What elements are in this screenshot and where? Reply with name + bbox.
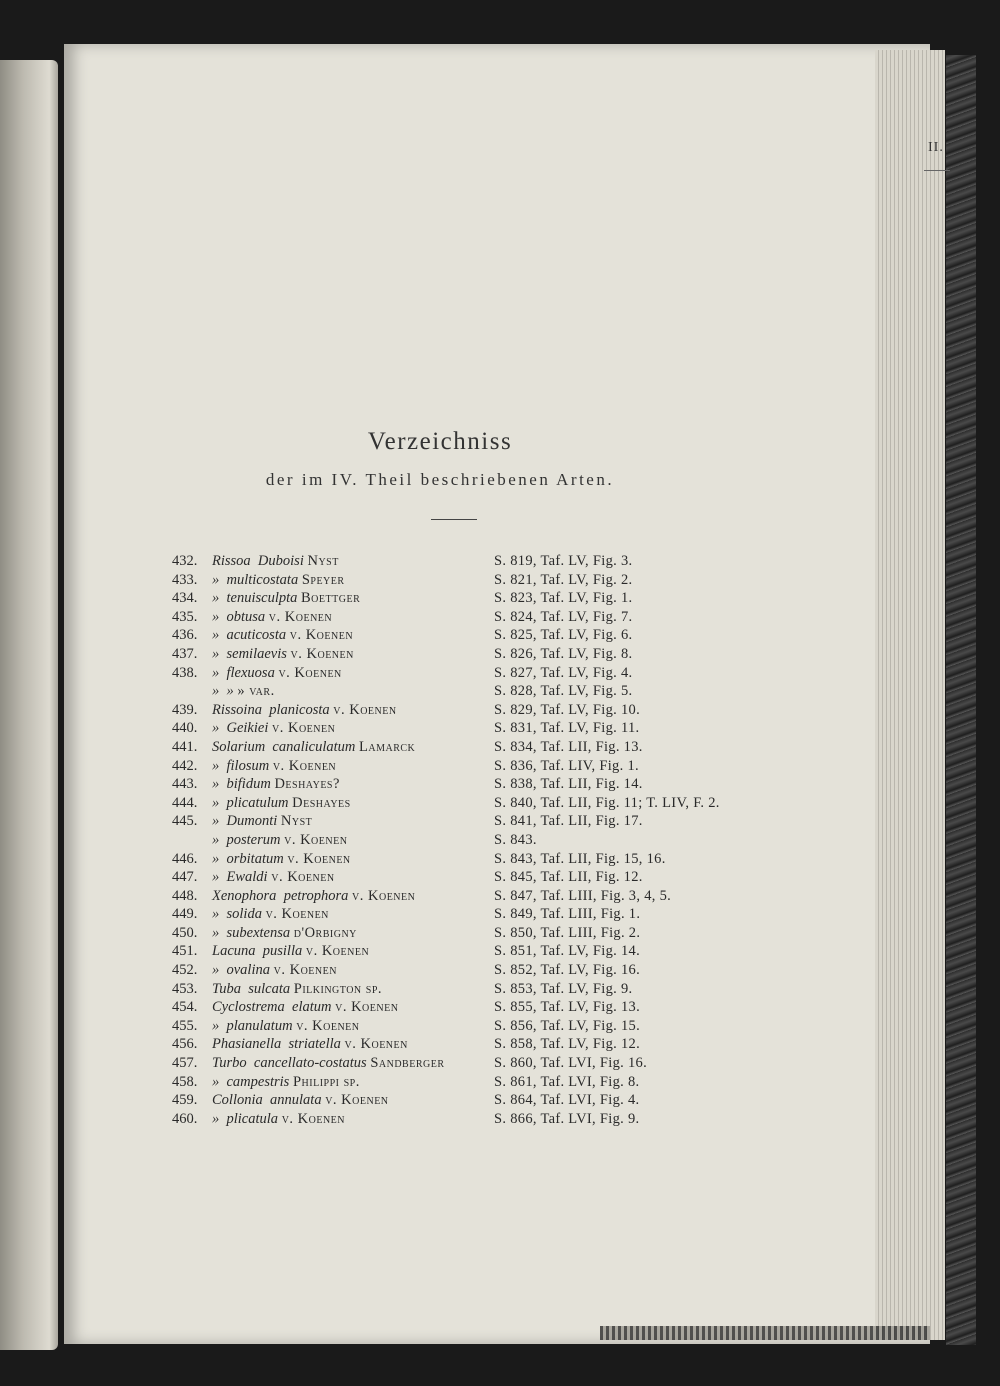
entry-taxon <box>212 906 329 923</box>
title-divider <box>431 519 477 520</box>
entry-genus: » <box>212 794 220 811</box>
entry-author: Lamarck <box>359 738 416 755</box>
entry-reference: S. 860, Taf. LVI, Fig. 16. <box>494 1055 648 1072</box>
index-entry <box>172 702 732 721</box>
entry-genus: » <box>212 683 220 700</box>
entry-number: 442. <box>172 757 198 774</box>
entry-genus: » <box>212 962 220 979</box>
entry-reference: S. 847, Taf. LIII, Fig. 3, 4, 5. <box>494 887 672 904</box>
entry-number: 450. <box>172 924 198 941</box>
entry-author: Pilkington sp. <box>293 980 383 997</box>
entry-reference: S. 829, Taf. LV, Fig. 10. <box>494 701 641 718</box>
entry-species: Duboisi <box>257 553 304 569</box>
entry-taxon <box>212 720 335 737</box>
entry-genus: » <box>212 906 220 923</box>
entry-number: 446. <box>172 850 198 867</box>
index-entry <box>172 720 732 739</box>
entry-genus: Xenophora <box>212 887 277 904</box>
index-entry <box>172 609 732 628</box>
entry-reference: S. 852, Taf. LV, Fig. 16. <box>494 962 641 979</box>
entry-reference: S. 834, Taf. LII, Fig. 13. <box>494 738 643 755</box>
entry-author: v. Koenen <box>344 1036 408 1053</box>
entry-species: multicostata <box>226 571 299 588</box>
index-entry <box>172 795 732 814</box>
entry-species: annulata <box>270 1092 322 1109</box>
entry-genus: » <box>212 645 220 662</box>
entry-genus: » <box>212 571 220 588</box>
entry-species: plicatula <box>226 1110 279 1127</box>
entry-species: canaliculatum <box>272 738 356 755</box>
entry-number: 437. <box>172 645 198 662</box>
entry-reference: S. 836, Taf. LIV, Fig. 1. <box>494 757 639 774</box>
entry-species: planicosta <box>269 701 330 718</box>
entry-taxon <box>212 683 275 700</box>
entry-genus: » <box>212 608 220 625</box>
entry-number: 432. <box>172 553 198 569</box>
entry-genus: » <box>212 757 220 774</box>
entry-author: v. Koenen <box>335 999 399 1016</box>
entry-number: 460. <box>172 1110 198 1127</box>
entry-reference: S. 849, Taf. LIII, Fig. 1. <box>494 906 641 923</box>
entry-genus: » <box>212 850 220 867</box>
page-stack-edges <box>875 50 945 1340</box>
entry-genus: » <box>212 1017 220 1034</box>
index-entry <box>172 1018 732 1037</box>
entry-taxon <box>212 1055 445 1072</box>
entry-number: 448. <box>172 887 198 904</box>
entry-species: orbitatum <box>226 850 284 867</box>
index-entry <box>172 869 732 888</box>
entry-species: planulatum <box>226 1017 293 1034</box>
entry-author: v. Koenen <box>278 664 342 681</box>
entry-species: semilaevis <box>226 645 287 662</box>
index-entry <box>172 665 732 684</box>
index-entry <box>172 646 732 665</box>
index-entry <box>172 981 732 1000</box>
entry-number: 454. <box>172 999 198 1016</box>
entry-author: v. Koenen <box>305 943 370 960</box>
entry-taxon <box>212 851 351 868</box>
entry-reference: S. 853, Taf. LV, Fig. 9. <box>494 980 633 997</box>
entry-taxon <box>212 925 357 942</box>
entry-number: 439. <box>172 701 198 718</box>
index-entry <box>172 1055 732 1074</box>
entry-genus: » <box>212 869 220 886</box>
entry-taxon <box>212 776 340 793</box>
index-entry <box>172 999 732 1018</box>
entry-genus: » <box>212 1073 220 1090</box>
entry-genus: Lacuna <box>212 943 256 960</box>
index-entry <box>172 906 732 925</box>
entry-number: 453. <box>172 980 198 997</box>
entry-author: v. Koenen <box>289 627 354 644</box>
index-entry <box>172 1036 732 1055</box>
entry-taxon <box>212 795 351 812</box>
entry-species: » <box>226 683 234 700</box>
entry-reference: S. 831, Taf. LV, Fig. 11. <box>494 720 640 737</box>
entry-taxon <box>212 962 337 979</box>
entry-taxon <box>212 999 398 1016</box>
entry-author: Nyst <box>307 553 339 569</box>
entry-species: cancellato-costatus <box>253 1055 367 1072</box>
entry-reference: S. 861, Taf. LVI, Fig. 8. <box>494 1073 640 1090</box>
entry-species: plicatulum <box>226 794 289 811</box>
entry-genus: Turbo <box>212 1055 247 1072</box>
entry-taxon <box>212 1018 360 1035</box>
entry-author: v. Koenen <box>333 701 397 718</box>
entry-author: v. Koenen <box>296 1017 360 1034</box>
entry-species: Dumonti <box>226 813 278 830</box>
index-entry <box>172 962 732 981</box>
entry-number: 443. <box>172 776 198 793</box>
entry-taxon <box>212 572 345 589</box>
entry-author: v. Koenen <box>265 906 329 923</box>
entry-reference: S. 828, Taf. LV, Fig. 5. <box>494 683 633 700</box>
index-entry <box>172 1111 732 1130</box>
entry-reference: S. 856, Taf. LV, Fig. 15. <box>494 1017 641 1034</box>
entry-author: Deshayes <box>292 794 351 811</box>
entry-species: pusilla <box>262 943 303 960</box>
entry-author: Boettger <box>301 590 361 607</box>
entry-reference: S. 826, Taf. LV, Fig. 8. <box>494 645 633 662</box>
entry-taxon <box>212 832 347 849</box>
entry-reference: S. 841, Taf. LII, Fig. 17. <box>494 813 643 830</box>
entry-species: sulcata <box>248 980 291 997</box>
index-entry <box>172 888 732 907</box>
entry-genus: » <box>212 1110 220 1127</box>
entry-taxon <box>212 1092 389 1109</box>
entry-reference: S. 825, Taf. LV, Fig. 6. <box>494 627 633 644</box>
index-entry <box>172 851 732 870</box>
entry-number: 433. <box>172 571 198 588</box>
index-entry <box>172 590 732 609</box>
index-entry <box>172 683 732 702</box>
entry-reference: S. 843, Taf. LII, Fig. 15, 16. <box>494 850 666 867</box>
entry-genus: » <box>212 720 220 737</box>
entry-species: solida <box>226 906 262 923</box>
entry-author: v. Koenen <box>352 887 416 904</box>
entry-number: 449. <box>172 906 198 923</box>
edge-tab-rule <box>924 170 950 171</box>
entry-species: elatum <box>292 999 332 1016</box>
index-entry <box>172 1074 732 1093</box>
entry-author: Nyst <box>280 813 313 830</box>
entry-author: Philippi sp. <box>292 1073 360 1090</box>
entry-genus: Collonia <box>212 1092 263 1109</box>
entry-species: Geikiei <box>226 720 269 737</box>
entry-number: 455. <box>172 1017 198 1034</box>
entry-number: 441. <box>172 738 198 755</box>
entry-author: d'Orbigny <box>293 924 357 941</box>
entry-taxon <box>212 627 353 644</box>
entry-species: obtusa <box>226 608 266 625</box>
entry-taxon <box>212 1074 360 1091</box>
entry-genus: » <box>212 590 220 607</box>
entry-number: 458. <box>172 1073 198 1090</box>
entry-number: 452. <box>172 962 198 979</box>
entry-reference: S. 821, Taf. LV, Fig. 2. <box>494 571 633 588</box>
page-subtitle: der im IV. Theil beschriebenen Arten. <box>265 470 615 489</box>
entry-genus: » <box>212 924 220 941</box>
entry-genus: » <box>212 776 220 793</box>
index-entry <box>172 813 732 832</box>
bottom-binding-stripe <box>600 1326 930 1340</box>
entry-number: 440. <box>172 720 198 737</box>
entry-author: v. Koenen <box>287 850 351 867</box>
left-page-edge <box>0 60 58 1350</box>
entry-species: subextensa <box>226 924 291 941</box>
entry-number: 451. <box>172 943 198 960</box>
index-entry <box>172 943 732 962</box>
entry-author: v. Koenen <box>325 1092 389 1109</box>
entry-genus: Phasianella <box>212 1036 282 1053</box>
entry-number: 438. <box>172 664 198 681</box>
entry-reference: S. 864, Taf. LVI, Fig. 4. <box>494 1092 640 1109</box>
entry-reference: S. 850, Taf. LIII, Fig. 2. <box>494 924 641 941</box>
entry-taxon <box>212 702 397 719</box>
entry-taxon <box>212 646 354 663</box>
entry-reference: S. 823, Taf. LV, Fig. 1. <box>494 590 633 607</box>
entry-taxon <box>212 609 332 626</box>
entry-taxon <box>212 758 336 775</box>
entry-author: v. Koenen <box>272 720 336 737</box>
entry-genus: » <box>212 813 220 830</box>
index-entry <box>172 925 732 944</box>
entry-genus: » <box>212 664 220 681</box>
entry-number: 447. <box>172 869 198 886</box>
entry-species: filosum <box>226 757 270 774</box>
entry-genus: Cyclostrema <box>212 999 285 1016</box>
marbled-cover <box>946 55 976 1345</box>
index-entry <box>172 776 732 795</box>
entry-author: v. Koenen <box>273 962 337 979</box>
entry-author: v. Koenen <box>272 757 337 774</box>
index-entry <box>172 553 732 572</box>
entry-reference: S. 824, Taf. LV, Fig. 7. <box>494 608 633 625</box>
entry-species: striatella <box>288 1036 341 1053</box>
entry-taxon <box>212 943 369 960</box>
entry-species: bifidum <box>226 776 271 793</box>
entry-author: v. Koenen <box>268 608 333 625</box>
entry-reference: S. 838, Taf. LII, Fig. 14. <box>494 776 643 793</box>
index-entry <box>172 758 732 777</box>
entry-number: 445. <box>172 813 198 830</box>
entry-author: Sandberger <box>370 1055 445 1072</box>
entry-reference: S. 858, Taf. LV, Fig. 12. <box>494 1036 641 1053</box>
entry-author: v. Koenen <box>281 1110 346 1127</box>
entry-genus: Rissoina <box>212 701 262 718</box>
entry-author: Speyer <box>301 571 345 588</box>
entry-author: v. Koenen <box>284 831 348 848</box>
entry-author: » var. <box>237 683 275 700</box>
entry-taxon <box>212 869 335 886</box>
entry-number: 444. <box>172 794 198 811</box>
entry-taxon <box>212 1111 345 1128</box>
entry-genus: Solarium <box>212 738 266 755</box>
entry-species: petrophora <box>283 887 349 904</box>
species-index-list <box>172 553 732 1129</box>
index-entry <box>172 572 732 591</box>
index-entry <box>172 1092 732 1111</box>
entry-reference: S. 840, Taf. LII, Fig. 11; T. LIV, F. 2. <box>494 794 720 811</box>
entry-species: ovalina <box>226 962 270 979</box>
entry-number: 459. <box>172 1092 198 1109</box>
entry-number: 457. <box>172 1055 198 1072</box>
entry-genus: » <box>212 831 220 848</box>
entry-number: 456. <box>172 1036 198 1053</box>
entry-genus: » <box>212 627 220 644</box>
entry-species: posterum <box>226 831 281 848</box>
entry-number: 435. <box>172 608 198 625</box>
entry-taxon <box>212 739 415 756</box>
edge-tab-label: II. <box>928 140 944 155</box>
index-entry <box>172 739 732 758</box>
entry-species: tenuisculpta <box>226 590 298 607</box>
entry-reference: S. 855, Taf. LV, Fig. 13. <box>494 999 641 1016</box>
entry-taxon <box>212 1036 408 1053</box>
entry-author: v. Koenen <box>271 869 335 886</box>
index-entry <box>172 832 732 851</box>
entry-species: flexuosa <box>226 664 275 681</box>
entry-species: campestris <box>226 1073 290 1090</box>
entry-species: acuticosta <box>226 627 287 644</box>
entry-author: v. Koenen <box>290 645 354 662</box>
index-entry <box>172 627 732 646</box>
entry-reference: S. 827, Taf. LV, Fig. 4. <box>494 664 633 681</box>
entry-author: Deshayes? <box>274 776 340 793</box>
entry-reference: S. 819, Taf. LV, Fig. 3. <box>494 553 633 569</box>
entry-taxon <box>212 888 415 905</box>
entry-species: Ewaldi <box>226 869 268 886</box>
entry-genus: Rissoa <box>212 553 251 569</box>
page-title: Verzeichniss <box>367 428 513 455</box>
entry-reference: S. 843. <box>494 831 537 848</box>
entry-taxon <box>212 590 360 607</box>
entry-taxon <box>212 553 339 570</box>
entry-taxon <box>212 813 312 830</box>
entry-genus: Tuba <box>212 980 242 997</box>
entry-taxon <box>212 665 342 682</box>
entry-number: 434. <box>172 590 198 607</box>
entry-number: 436. <box>172 627 198 644</box>
entry-reference: S. 845, Taf. LII, Fig. 12. <box>494 869 643 886</box>
entry-reference: S. 866, Taf. LVI, Fig. 9. <box>494 1110 640 1127</box>
entry-taxon <box>212 981 382 998</box>
entry-reference: S. 851, Taf. LV, Fig. 14. <box>494 943 641 960</box>
